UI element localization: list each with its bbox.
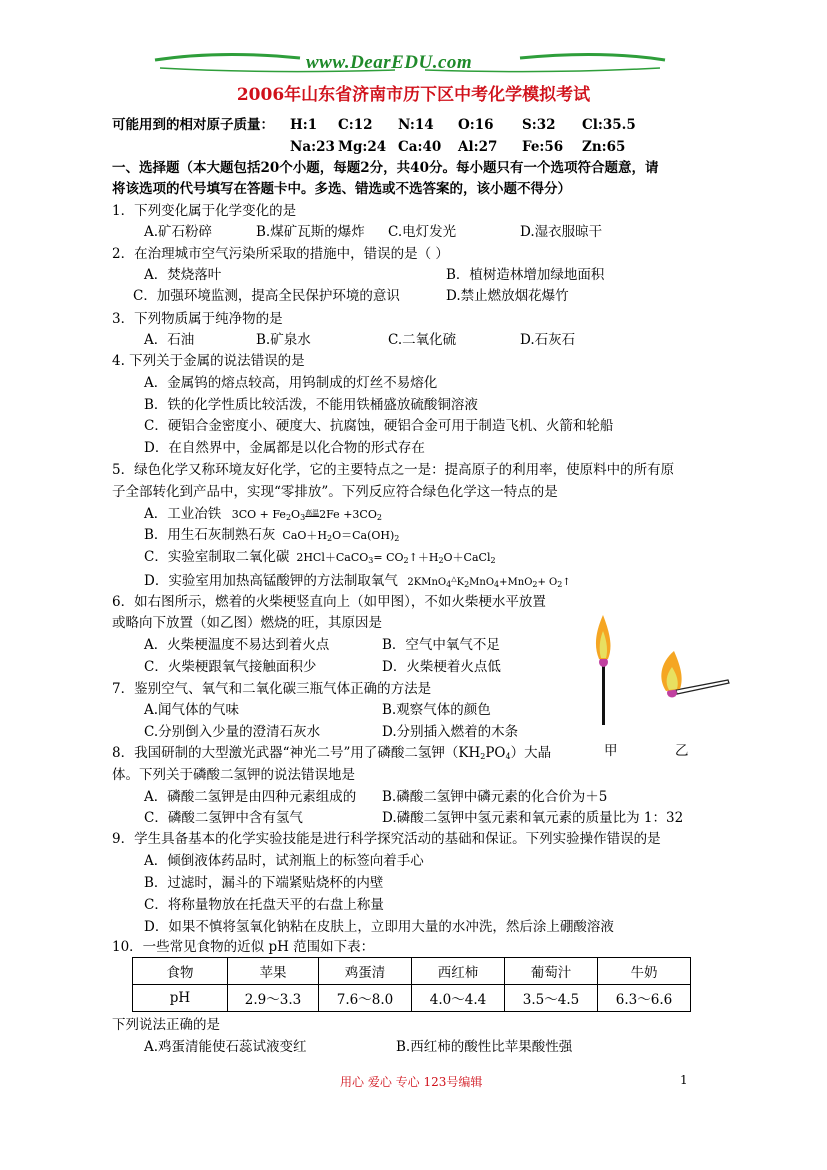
atomic-mass-n: N:14: [398, 117, 434, 133]
q1-option-b: B.煤矿瓦斯的爆炸: [256, 224, 365, 240]
q6-option-c: C．火柴梗跟氧气接触面积少: [144, 659, 317, 675]
q9-option-b: B．过滤时，漏斗的下端紧贴烧杯的内壁: [144, 875, 384, 891]
q4-option-d: D．在自然界中，金属都是以化合物的形式存在: [144, 440, 425, 456]
page-number: 1: [680, 1073, 688, 1087]
q7-stem: 7．鉴别空气、氧气和二氧化碳三瓶气体正确的方法是: [112, 681, 432, 697]
banner-swoosh-left: [155, 54, 300, 60]
q2-option-a: A．焚烧落叶: [144, 267, 222, 283]
atomic-mass-label: 可能用到的相对原子质量：: [112, 117, 274, 133]
condition-high-temp: 高温: [305, 509, 320, 517]
atomic-mass-c: C:12: [338, 117, 373, 133]
q8-option-a: A．磷酸二氢钾是由四种元素组成的: [144, 789, 357, 805]
q6-option-a: A．火柴梗温度不易达到着火点: [144, 637, 330, 653]
horizontal-match-illustration: [661, 651, 729, 698]
q1-option-a: A.矿石粉碎: [144, 224, 213, 240]
q4-option-b: B．铁的化学性质比较活泼，不能用铁桶盛放硫酸铜溶液: [144, 397, 478, 413]
table-cell: 苹果: [228, 958, 319, 985]
table-cell: 7.6～8.0: [319, 985, 412, 1012]
q6-stem-line2: 或略向下放置（如乙图）燃烧的旺，其原因是: [112, 615, 382, 631]
q2-option-d: D.禁止燃放烟花爆竹: [446, 288, 569, 304]
q8-option-b: B.磷酸二氢钾中磷元素的化合价为＋5: [382, 789, 608, 805]
q5-option-d: D．实验室用加热高锰酸钾的方法制取氧气 $2KMnO_4^\triangle K_2MnO_4+MnO_2+$ $O_2↑$: [144, 573, 571, 589]
heat-triangle-icon: △: [451, 575, 457, 583]
atomic-mass-mg: Mg:24: [338, 139, 387, 155]
atomic-mass-zn: Zn:65: [582, 139, 626, 155]
q5-option-a: A．工业冶铁 $3CO + Fe_2O_3^{高温}2Fe +3CO_2$: [144, 506, 382, 522]
q7-option-a: A.闻气体的气味: [144, 702, 240, 718]
table-cell: 葡萄汁: [505, 958, 598, 985]
site-logo-text: www.DearEDU.com: [306, 52, 473, 73]
q6-option-d: D．火柴梗着火点低: [382, 659, 501, 675]
atomic-mass-fe: Fe:56: [522, 139, 564, 155]
q10-stem: 10．一些常见食物的近似 pH 范围如下表：: [112, 939, 375, 955]
table-cell: 3.5～4.5: [505, 985, 598, 1012]
q5-option-b: B．用生石灰制熟石灰 $CaO+H_2O=Ca(OH)_2$: [144, 527, 400, 543]
footer-text: 用心 爱心 专心 123号编辑: [340, 1075, 483, 1089]
match-figure: [588, 605, 748, 730]
table-row: [133, 958, 691, 985]
q2-stem: 2．在治理城市空气污染所采取的措施中，错误的是（ ）: [112, 246, 449, 262]
q9-stem: 9．学生具备基本的化学实验技能是进行科学探究活动的基础和保证。下列实验操作错误的是: [112, 831, 661, 847]
q2-option-b: B．植树造林增加绿地面积: [446, 267, 605, 283]
q2-option-c: C．加强环境监测，提高全民保护环境的意识: [133, 288, 400, 304]
q8-option-c: C．磷酸二氢钾中含有氢气: [144, 810, 303, 826]
q5-option-c: C．实验室制取二氧化碳 2HCl＋CaCO$_3$= $CO_2↑+H_2O+CaCl_2$: [144, 549, 496, 565]
q10-option-b: B.西红柿的酸性比苹果酸性强: [396, 1039, 573, 1055]
q10-after-table: 下列说法正确的是: [112, 1017, 220, 1033]
q10-option-a: A.鸡蛋清能使石蕊试液变红: [144, 1039, 307, 1055]
q4-option-c: C．硬铝合金密度小、硬度大、抗腐蚀，硬铝合金可用于制造飞机、火箭和轮船: [144, 418, 614, 434]
q8-stem-line2: 体。下列关于磷酸二氢钾的说法错误地是: [112, 767, 355, 783]
atomic-mass-ca: Ca:40: [398, 139, 442, 155]
banner-swoosh-right: [520, 54, 665, 60]
q8-stem-line1: 8．我国研制的大型激光武器“神光二号”用了磷酸二氢钾$(KH_2PO_4)$大晶: [112, 745, 552, 761]
figure-label-yi: 乙: [675, 743, 689, 759]
page-title: 2006年山东省济南市历下区中考化学模拟考试: [236, 85, 591, 105]
ph-table: [132, 957, 691, 1012]
atomic-mass-cl: Cl:35.5: [582, 117, 636, 133]
table-cell: pH: [133, 985, 228, 1012]
q4-option-a: A．金属钨的熔点较高，用钨制成的灯丝不易熔化: [144, 375, 438, 391]
atomic-mass-o: O:16: [458, 117, 494, 133]
section-heading-line2: 将该选项的代号填写在答题卡中。多选、错选或不选答案的，该小题不得分）: [112, 181, 571, 197]
q3-option-c: C.二氧化硫: [388, 332, 457, 348]
q7-option-d: D.分别插入燃着的木条: [382, 724, 519, 740]
q5-stem-line2: 子全部转化到产品中，实现“零排放”。下列反应符合绿色化学这一特点的是: [112, 484, 558, 500]
q1-stem: 1．下列变化属于化学变化的是: [112, 203, 297, 219]
q9-option-a: A．倾倒液体药品时，试剂瓶上的标签向着手心: [144, 853, 424, 869]
q1-option-c: C.电灯发光: [388, 224, 457, 240]
table-cell: 牛奶: [598, 958, 691, 985]
q6-stem-line1: 6．如右图所示，燃着的火柴梗竖直向上（如甲图），不如火柴梗水平放置: [112, 594, 546, 610]
q6-option-b: B．空气中氧气不足: [382, 637, 500, 653]
q5-stem-line1: 5．绿色化学又称环境友好化学，它的主要特点之一是：提高原子的利用率，使原料中的所有原: [112, 462, 675, 478]
q7-option-b: B.观察气体的颜色: [382, 702, 491, 718]
table-row: [133, 985, 691, 1012]
q3-stem: 3．下列物质属于纯净物的是: [112, 311, 283, 327]
q7-option-c: C.分别倒入少量的澄清石灰水: [144, 724, 321, 740]
q4-stem: 4. 下列关于金属的说法错误的是: [112, 353, 305, 369]
q9-option-c: C．将称量物放在托盘天平的右盘上称量: [144, 897, 384, 913]
vertical-match-illustration: [596, 615, 611, 725]
table-cell: 4.0～4.4: [412, 985, 505, 1012]
q3-option-a: A．石油: [144, 332, 195, 348]
table-cell: 食物: [133, 958, 228, 985]
atomic-mass-h: H:1: [290, 117, 318, 133]
atomic-mass-na: Na:23: [290, 139, 335, 155]
table-cell: 鸡蛋清: [319, 958, 412, 985]
atomic-mass-s: S:32: [522, 117, 556, 133]
section-heading-line1: 一、选择题（本大题包括20个小题，每题2分，共40分。每小题只有一个选项符合题意，请: [112, 160, 659, 176]
q3-option-b: B.矿泉水: [256, 332, 311, 348]
figure-label-jia: 甲: [604, 743, 618, 759]
q8-option-d: D.磷酸二氢钾中氢元素和氧元素的质量比为 1：32: [382, 810, 684, 826]
q3-option-d: D.石灰石: [520, 332, 576, 348]
atomic-mass-al: Al:27: [458, 139, 498, 155]
table-cell: 6.3～6.6: [598, 985, 691, 1012]
table-cell: 2.9～3.3: [228, 985, 319, 1012]
table-cell: 西红柿: [412, 958, 505, 985]
q9-option-d: D．如果不慎将氢氧化钠粘在皮肤上，立即用大量的水冲洗，然后涂上硼酸溶液: [144, 919, 614, 935]
q1-option-d: D.湿衣服晾干: [520, 224, 603, 240]
